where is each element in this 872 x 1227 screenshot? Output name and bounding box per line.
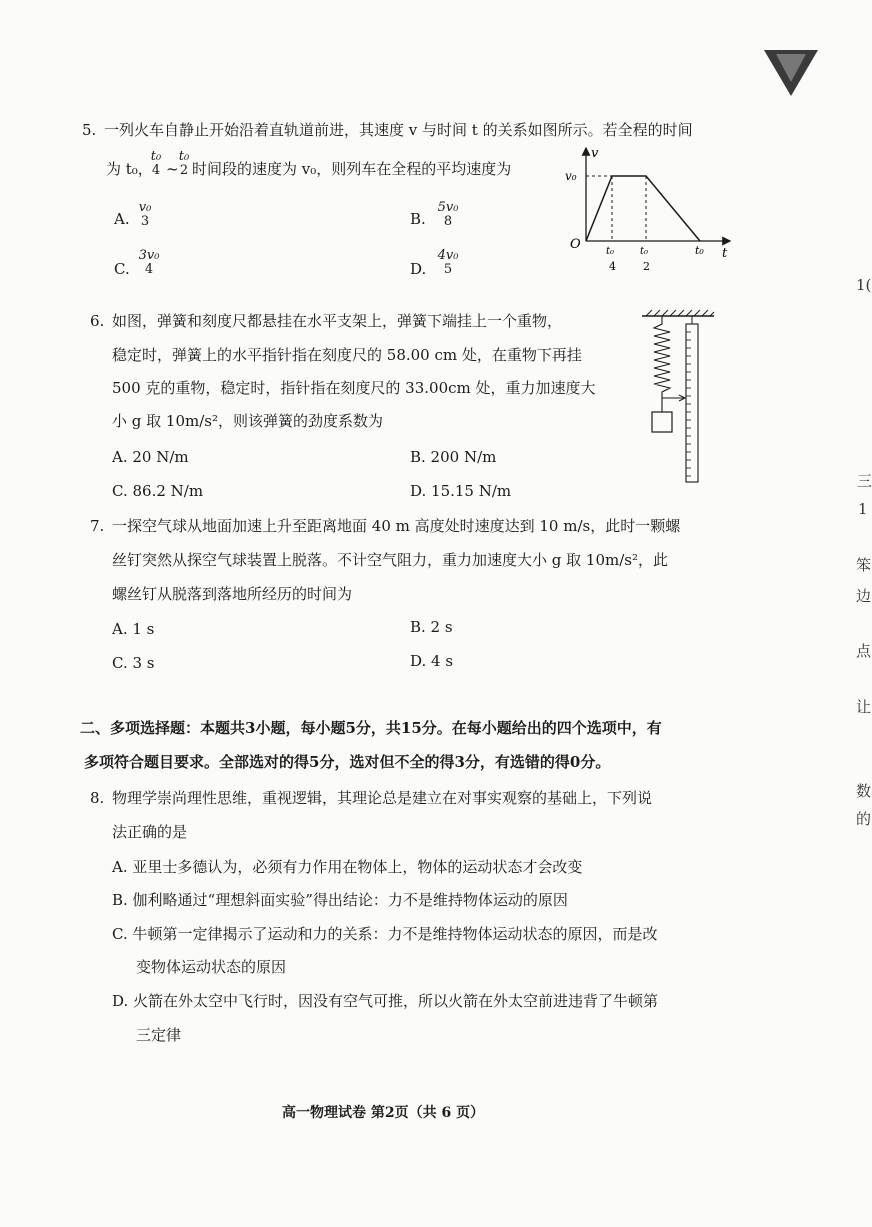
q8-option-d-line2: 三定律 [136,1026,182,1044]
edge-glyph-4: 笨 [856,556,872,574]
q5-option-a-label: A. [114,210,130,228]
q5-line2-suffix: 时间段的速度为 v₀，则列车在全程的平均速度为 [192,160,512,178]
velocity-curve [586,176,700,241]
q8-option-c-line1: C. 牛顿第一定律揭示了运动和力的关系：力不是维持物体运动状态的原因，而是改 [112,925,658,943]
support-hatching [646,310,714,316]
tick1-num: t₀ [606,246,615,257]
q7-option-c: C. 3 s [112,654,155,672]
q5-option-c-label: C. [114,260,130,278]
q6-option-a: A. 20 N/m [112,448,189,466]
edge-glyph-6: 点 [856,642,872,660]
q8-option-b: B. 伽利略通过“理想斜面实验”得出结论：力不是维持物体运动的原因 [112,891,568,909]
q6-option-d: D. 15.15 N/m [410,482,512,500]
edge-glyph-9: 的 [856,810,872,828]
q5-option-a-fraction: v₀ 3 [138,200,152,229]
q5-option-c-fraction: 3v₀ 4 [138,248,160,277]
q8-line1: 物理学崇尚理性思维，重视逻辑，其理论总是建立在对事实观察的基础上，下列说 [112,789,653,807]
q6-option-b: B. 200 N/m [410,448,497,466]
edge-glyph-5: 边 [856,587,872,605]
q7-line2: 丝钉突然从探空气球装置上脱落。不计空气阻力，重力加速度大小 g 取 10m/s²，此 [112,551,668,569]
q7-number: 7. [90,517,105,535]
spring-ruler-figure [636,306,718,486]
q5-option-d-fraction: 4v₀ 5 [437,248,459,277]
q6-line1: 如图，弹簧和刻度尺都悬挂在水平支架上，弹簧下端挂上一个重物， [112,312,563,330]
q7-option-a: A. 1 s [112,620,155,638]
edge-glyph-3: 1 [858,500,868,518]
q6-option-c: C. 86.2 N/m [112,482,204,500]
q7-option-b: B. 2 s [410,618,453,636]
q5-option-b-label: B. [410,210,426,228]
edge-glyph-2: 三 [857,472,872,490]
edge-glyph-8: 数 [856,782,872,800]
q7-line3: 螺丝钉从脱落到落地所经历的时间为 [112,585,353,603]
q7-option-d: D. 4 s [410,652,454,670]
q8-line2: 法正确的是 [112,823,188,841]
q5-tilde: ~ [166,160,179,178]
q6-line4: 小 g 取 10m/s²，则该弹簧的劲度系数为 [112,412,383,430]
q5-option-b-fraction: 5v₀ 8 [437,200,459,229]
origin-label: O [570,237,581,252]
section2-heading-line1: 二、多项选择题：本题共3小题，每小题5分，共15分。在每小题给出的四个选项中，有 [80,719,662,737]
q8-option-a: A. 亚里士多德认为，必须有力作用在物体上，物体的运动状态才会改变 [112,858,583,876]
page-footer: 高一物理试卷 第2页（共 6 页） [282,1105,485,1121]
q6-number: 6. [90,312,105,330]
q8-option-d-line1: D. 火箭在外太空中飞行时，因没有空气可推，所以火箭在外太空前进违背了牛顿第 [112,992,659,1010]
tick2-num: t₀ [640,246,649,257]
q5-line2-prefix: 为 t₀， [106,160,153,178]
v0-tick-label: v₀ [565,169,577,183]
q5-fraction-t0-over-4: t₀ 4 [150,149,162,178]
q6-line3: 500 克的重物，稳定时，指针指在刻度尺的 33.00cm 处，重力加速度大 [112,379,596,397]
v-axis-label: v [591,146,599,161]
tick3-label: t₀ [695,244,704,257]
tick2-den: 2 [643,260,650,273]
q6-line2: 稳定时，弹簧上的水平指针指在刻度尺的 58.00 cm 处，在重物下再挂 [112,346,582,364]
q5-fraction-t0-over-2: t₀ 2 [178,149,190,178]
section2-heading-line2: 多项符合题目要求。全部选对的得5分，选对但不全的得3分，有选错的得0分。 [84,753,611,771]
q5-option-d-label: D. [410,260,427,278]
q7-line1: 一探空气球从地面加速上升至距离地面 40 m 高度处时速度达到 10 m/s，此时一颗螺 [112,517,681,535]
corner-triangle-mark [762,48,820,98]
spring-coil [654,316,670,398]
edge-glyph-7: 让 [856,698,872,716]
hanging-weight [652,412,672,432]
q5-line1: 一列火车自静止开始沿着直轨道前进，其速度 v 与时间 t 的关系如图所示。若全程的时间 [104,121,693,139]
q8-option-c-line2: 变物体运动状态的原因 [136,958,287,976]
t-axis-label: t [722,246,728,261]
velocity-time-graph [562,140,742,275]
edge-glyph-1: 1( [856,276,872,294]
tick1-den: 4 [609,260,616,273]
ruler-ticks [686,332,691,476]
q8-number: 8. [90,789,105,807]
q5-number: 5. [82,121,97,139]
